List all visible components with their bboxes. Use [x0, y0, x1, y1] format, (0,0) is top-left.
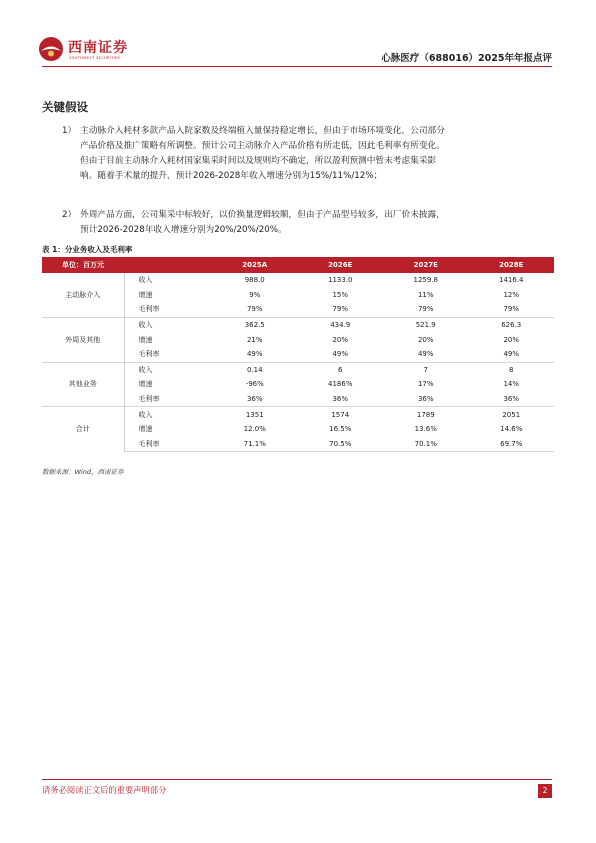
paragraph-number: 1） — [62, 126, 77, 136]
metric-label: 毛利率 — [124, 347, 212, 362]
value-cell: 626.3 — [469, 317, 555, 332]
value-cell: 1351 — [212, 407, 298, 422]
header-year-2027e: 2027E — [383, 257, 469, 273]
assumption-paragraph-2 — [62, 208, 450, 238]
value-cell: -96% — [245, 380, 264, 389]
header-metric — [124, 257, 212, 273]
segment-revenue-table — [42, 257, 554, 452]
paragraph-number: 2） — [62, 210, 77, 220]
value-cell: 9% — [249, 290, 261, 299]
header-unit: 单位：百万元 — [42, 257, 124, 273]
value-cell: 8 — [469, 362, 555, 377]
value-cell: 79% — [212, 302, 298, 317]
value-cell: 79% — [469, 302, 555, 317]
value-cell: 17% — [417, 380, 434, 389]
value-cell: 7 — [383, 362, 469, 377]
value-cell: 79% — [298, 302, 384, 317]
value-cell: 20% — [332, 335, 349, 344]
metric-label: 毛利率 — [124, 392, 212, 407]
value-cell: 36% — [298, 392, 384, 407]
table-row — [42, 362, 554, 377]
header-year-2026e: 2026E — [298, 257, 384, 273]
value-cell: 6 — [298, 362, 384, 377]
value-cell: 0.14 — [212, 362, 298, 377]
footer-divider — [42, 779, 552, 780]
value-cell: 16.5% — [329, 425, 352, 434]
value-cell: 1789 — [383, 407, 469, 422]
segment-label: 主动脉介入 — [42, 273, 124, 317]
assumption-paragraph-1 — [62, 124, 450, 184]
table-title: 表 1：分业务收入及毛利率 — [42, 245, 133, 254]
value-cell: 434.9 — [298, 317, 384, 332]
table-row — [42, 273, 554, 288]
value-cell: 36% — [469, 392, 555, 407]
value-cell: 49% — [469, 347, 555, 362]
metric-label: 增速 — [138, 290, 153, 299]
table-row — [42, 317, 554, 332]
value-cell: 12% — [503, 290, 520, 299]
value-cell: 70.5% — [298, 437, 384, 452]
value-cell: 1259.8 — [413, 276, 438, 285]
header-divider — [42, 66, 552, 67]
header-year-2025a: 2025A — [212, 257, 298, 273]
value-cell: 36% — [212, 392, 298, 407]
table-row — [42, 407, 554, 422]
value-cell: 11% — [417, 290, 434, 299]
value-cell: 21% — [246, 335, 263, 344]
logo-text-cn: 西南证券 — [68, 40, 128, 56]
value-cell: 14% — [503, 380, 520, 389]
segment-label: 外周及其他 — [42, 317, 124, 362]
value-cell: 70.1% — [383, 437, 469, 452]
value-cell: 1133.0 — [328, 276, 353, 285]
data-source: 数据来源：Wind，西南证券 — [42, 468, 124, 476]
value-cell: 14.6% — [500, 425, 523, 434]
value-cell: 13.6% — [414, 425, 437, 434]
value-cell: 15% — [332, 290, 349, 299]
company-logo — [38, 36, 168, 66]
report-title: 心脉医疗（688016）2025年年报点评 — [381, 53, 552, 64]
table-header-row — [42, 257, 554, 273]
value-cell: 1574 — [298, 407, 384, 422]
header-year-2028e: 2028E — [469, 257, 555, 273]
logo-text-en: SOUTHWEST SECURITIES — [69, 56, 121, 60]
metric-label: 增速 — [138, 380, 153, 389]
metric-label: 收入 — [124, 362, 212, 377]
metric-label: 毛利率 — [124, 437, 212, 452]
metric-label: 毛利率 — [124, 302, 212, 317]
paragraph-text: 外周产品方面，公司集采中标较好，以价换量逻辑较顺，但由于产品型号较多，出厂价未披露，预计2026-2028年收入增速分别为20%/20%/20%。 — [80, 210, 445, 235]
metric-label: 收入 — [124, 407, 212, 422]
metric-label: 增速 — [138, 425, 153, 434]
value-cell: 4186% — [328, 380, 353, 389]
value-cell: 49% — [383, 347, 469, 362]
disclaimer-note: 请务必阅读正文后的重要声明部分 — [42, 785, 167, 795]
segment-label: 合计 — [42, 407, 124, 452]
value-cell: 12.0% — [243, 425, 266, 434]
value-cell: 1416.4 — [499, 276, 524, 285]
value-cell: 20% — [417, 335, 434, 344]
value-cell: 20% — [503, 335, 520, 344]
page-number: 2 — [538, 784, 552, 798]
value-cell: 988.0 — [244, 276, 265, 285]
value-cell: 69.7% — [469, 437, 555, 452]
metric-label: 收入 — [124, 317, 212, 332]
value-cell: 362.5 — [212, 317, 298, 332]
value-cell: 49% — [298, 347, 384, 362]
segment-label: 其他业务 — [42, 362, 124, 407]
value-cell: 521.9 — [383, 317, 469, 332]
value-cell: 71.1% — [212, 437, 298, 452]
metric-label: 增速 — [138, 335, 153, 344]
metric-label: 收入 — [138, 276, 153, 285]
paragraph-text: 主动脉介入耗材多款产品入院家数及终端植入量保持稳定增长，但由于市场环境变化，公司部分产品价格及推广策略有所调整。预计公司主动脉介入产品价格有所走低，因此毛利率有所变化。但由于目前主动脉介入耗材国家集采时间以及规则均不确定，所以盈利预测中暂未考虑集采影响。随着手术量的提升，预计2026-2028年收入增速分别为15%/11%/12%； — [80, 126, 445, 181]
value-cell: 36% — [383, 392, 469, 407]
section-title: 关键假设 — [42, 100, 88, 114]
value-cell: 49% — [212, 347, 298, 362]
logo-emblem-icon — [38, 36, 64, 62]
value-cell: 2051 — [469, 407, 555, 422]
value-cell: 79% — [383, 302, 469, 317]
